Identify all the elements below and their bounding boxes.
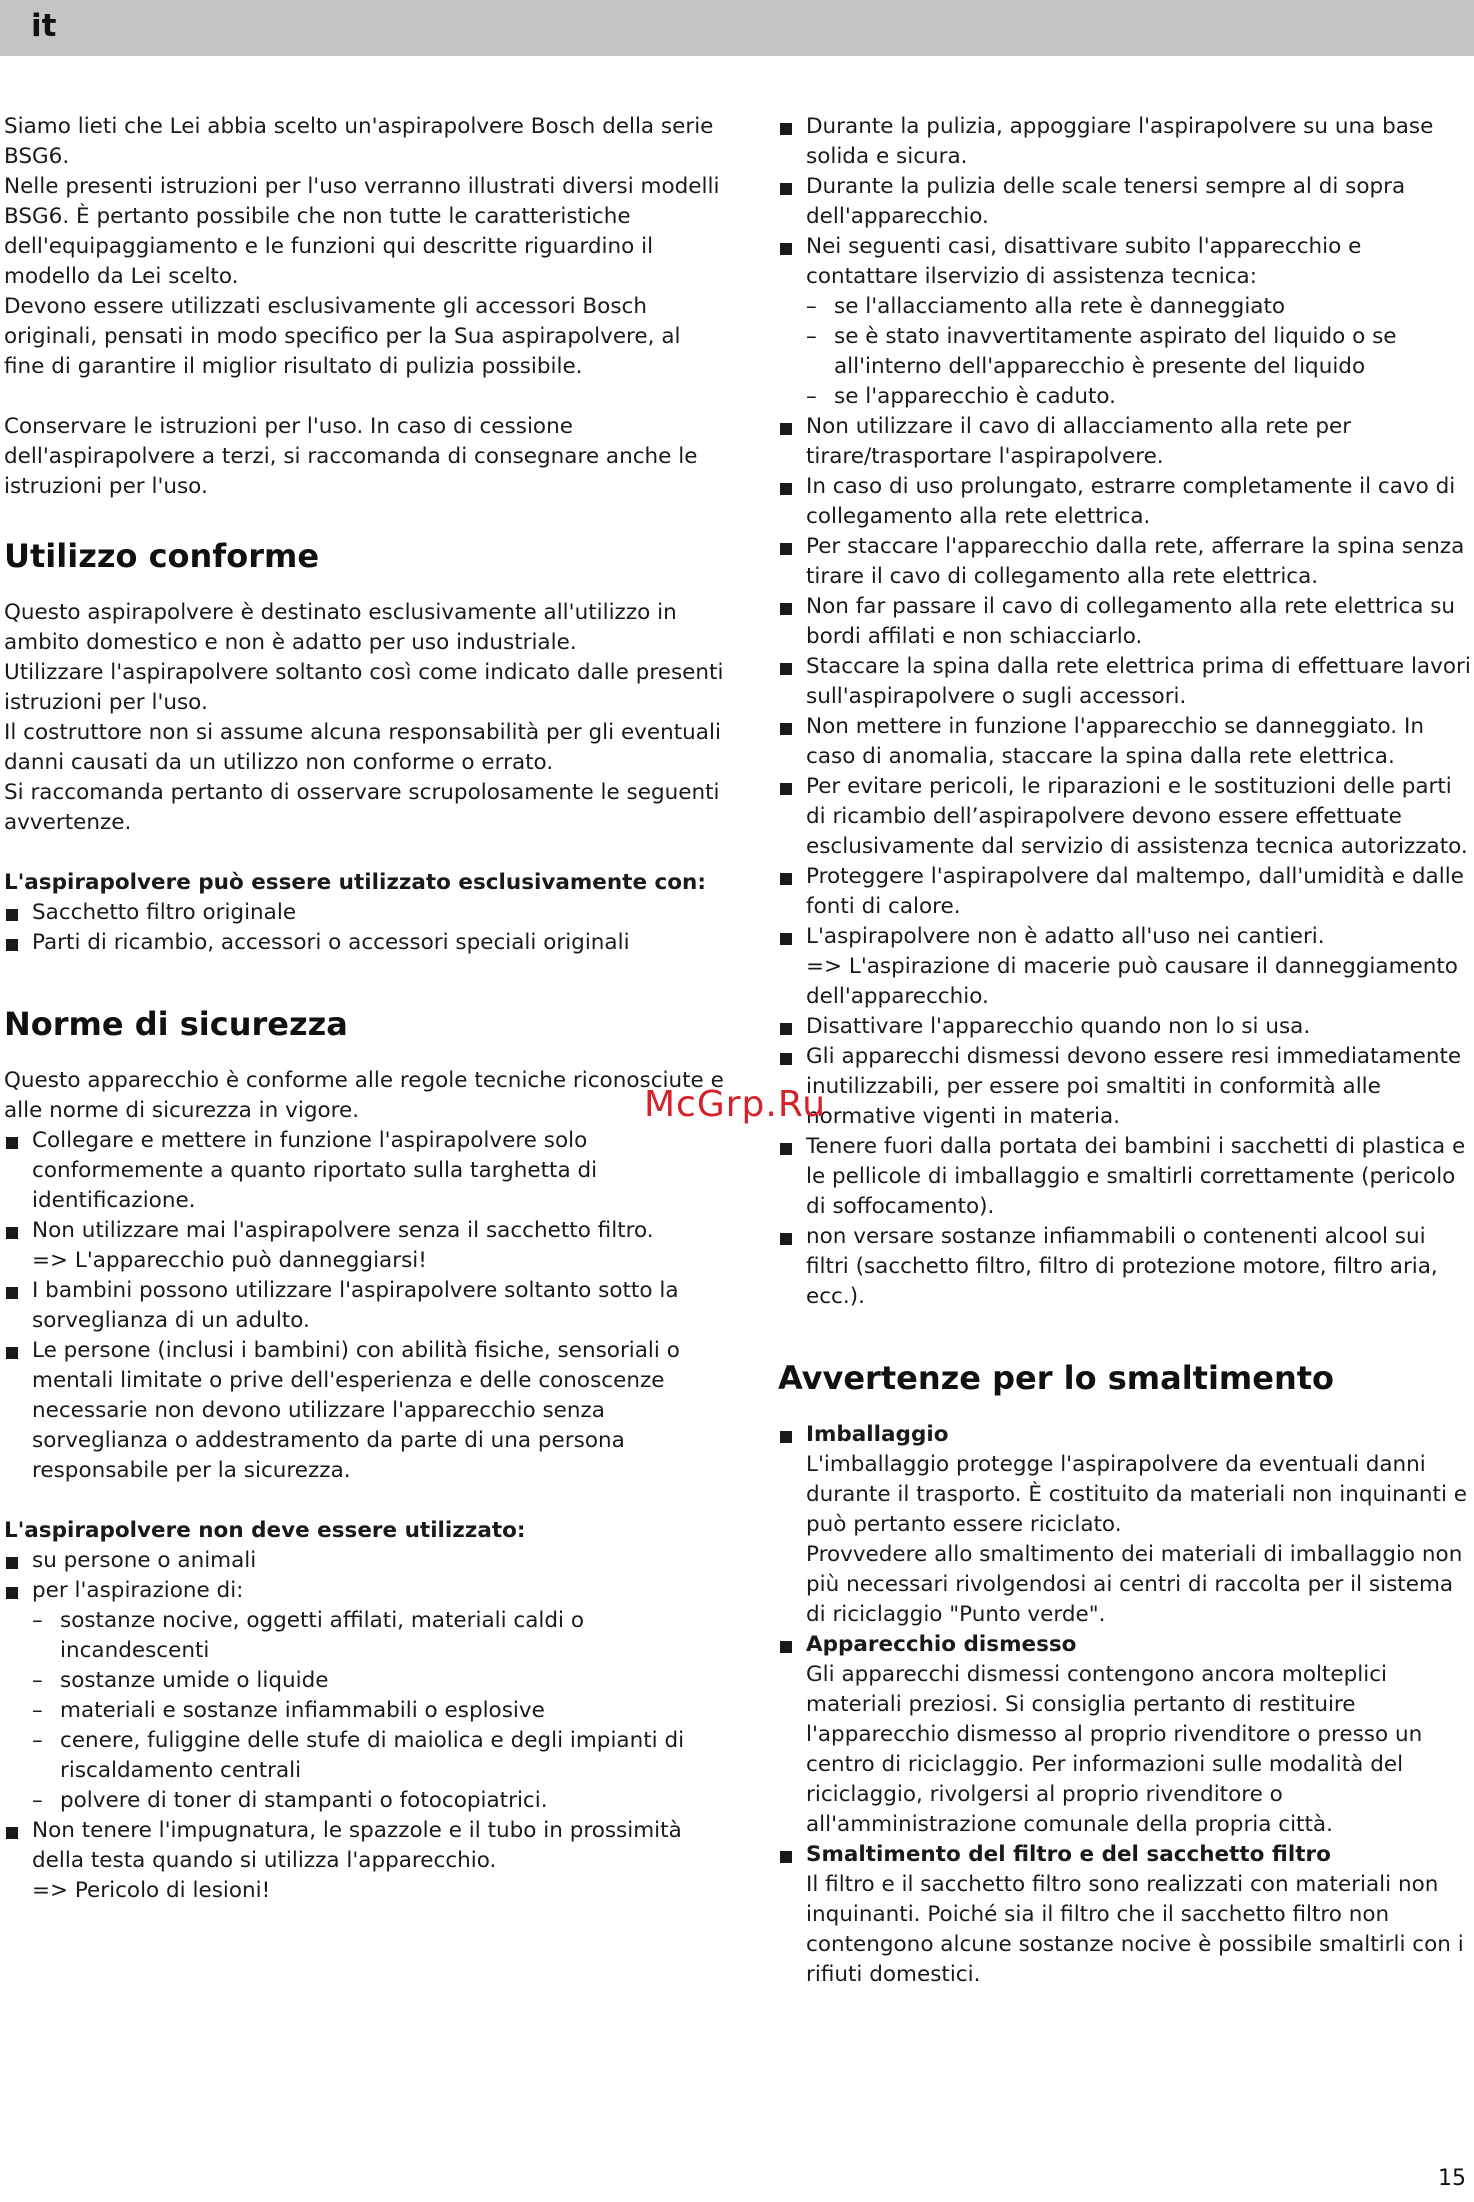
paragraph: Si raccomanda pertanto di osservare scrupolosamente le seguenti avvertenze. bbox=[4, 780, 720, 835]
intro-paragraph: Nelle presenti istruzioni per l'uso verranno illustrati diversi modelli BSG6. È pertanto possibile che non tutte le caratteristiche dell'equipaggiamento e le funzioni qui descritte riguardino il modello da Lei scelto. bbox=[4, 174, 720, 289]
conserve-paragraph: Conservare le istruzioni per l'uso. In caso di cessione dell'aspirapolvere a terzi, si raccomanda di consegnare anche le istruzioni per l'uso. bbox=[4, 414, 698, 499]
list-item: non versare sostanze infiammabili o contenenti alcool sui filtri (sacchetto filtro, filtro di protezione motore, filtro aria, ecc.). bbox=[778, 1222, 1472, 1312]
list-item-title: Imballaggio bbox=[806, 1422, 949, 1447]
list-item-note: => Pericolo di lesioni! bbox=[32, 1878, 271, 1903]
watermark: McGrp.Ru bbox=[644, 1084, 827, 1125]
list-item bbox=[778, 922, 1472, 1012]
list-item-title: Smaltimento del filtro e del sacchetto filtro bbox=[806, 1842, 1331, 1867]
list-item-note: => L'aspirazione di macerie può causare il danneggiamento dell'apparecchio. bbox=[806, 954, 1458, 1009]
right-column bbox=[778, 112, 1472, 1990]
paragraph: Questo aspirapolvere è destinato esclusivamente all'utilizzo in ambito domestico e non è adatto per uso industriale. bbox=[4, 600, 677, 655]
list-item bbox=[4, 1216, 724, 1276]
dash-item: – polvere di toner di stampanti o fotocopiatrici. bbox=[32, 1786, 724, 1816]
list-item: Tenere fuori dalla portata dei bambini i sacchetti di plastica e le pellicole di imballaggio e smaltirli correttamente (pericolo di soffocamento). bbox=[778, 1132, 1472, 1222]
list-item: Non mettere in funzione l'apparecchio se danneggiato. In caso di anomalia, staccare la spina dalla rete elettrica. bbox=[778, 712, 1472, 772]
section-title-norme: Norme di sicurezza bbox=[4, 1005, 348, 1043]
paragraph: Questo apparecchio è conforme alle regole tecniche riconosciute e alle norme di sicurezza in vigore. bbox=[4, 1068, 724, 1123]
list-item bbox=[778, 1420, 1472, 1630]
dash-list bbox=[32, 1606, 724, 1816]
list-item: Disattivare l'apparecchio quando non lo si usa. bbox=[778, 1012, 1472, 1042]
dash-item: – se è stato inavvertitamente aspirato del liquido o se all'interno dell'apparecchio è presente del liquido bbox=[806, 322, 1472, 382]
section-title-utilizzo: Utilizzo conforme bbox=[4, 537, 320, 575]
list-item bbox=[778, 1630, 1472, 1840]
list-item-text: Nei seguenti casi, disattivare subito l'apparecchio e contattare ilservizio di assistenza tecnica: bbox=[806, 234, 1362, 289]
intro-paragraph: Devono essere utilizzati esclusivamente gli accessori Bosch originali, pensati in modo specifico per la Sua aspirapolvere, al fine di garantire il miglior risultato di pulizia possibile. bbox=[4, 294, 681, 379]
list-item: In caso di uso prolungato, estrarre completamente il cavo di collegamento alla rete elettrica. bbox=[778, 472, 1472, 532]
list-item: Non utilizzare il cavo di allacciamento alla rete per tirare/trasportare l'aspirapolvere. bbox=[778, 412, 1472, 472]
language-code: it bbox=[31, 8, 57, 44]
subheading: L'aspirapolvere può essere utilizzato esclusivamente con: bbox=[4, 870, 706, 895]
list-item: Durante la pulizia delle scale tenersi sempre al di sopra dell'apparecchio. bbox=[778, 172, 1472, 232]
list-item-title: Apparecchio dismesso bbox=[806, 1632, 1077, 1657]
list-item bbox=[4, 1816, 724, 1906]
intro-paragraph: Siamo lieti che Lei abbia scelto un'aspirapolvere Bosch della serie BSG6. bbox=[4, 114, 714, 169]
bullet-list bbox=[4, 898, 724, 958]
dash-item: – sostanze nocive, oggetti affilati, materiali caldi o incandescenti bbox=[32, 1606, 724, 1666]
list-item bbox=[4, 1576, 724, 1816]
bullet-list bbox=[778, 112, 1472, 1312]
list-item: Parti di ricambio, accessori o accessori speciali originali bbox=[4, 928, 724, 958]
section-title-smaltimento: Avvertenze per lo smaltimento bbox=[778, 1359, 1335, 1397]
list-item-text: Non utilizzare mai l'aspirapolvere senza il sacchetto filtro. bbox=[32, 1218, 654, 1243]
page-number: 15 bbox=[1438, 2166, 1466, 2191]
subheading: L'aspirapolvere non deve essere utilizzato: bbox=[4, 1518, 526, 1543]
dash-item: – se l'allacciamento alla rete è danneggiato bbox=[806, 292, 1472, 322]
paragraph: Provvedere allo smaltimento dei materiali di imballaggio non più necessari rivolgendosi ai centri di raccolta per il sistema di riciclaggio "Punto verde". bbox=[806, 1542, 1463, 1627]
list-item-text: L'aspirapolvere non è adatto all'uso nei cantieri. bbox=[806, 924, 1325, 949]
list-item: Proteggere l'aspirapolvere dal maltempo, dall'umidità e dalle fonti di calore. bbox=[778, 862, 1472, 922]
paragraph: Utilizzare l'aspirapolvere soltanto così come indicato dalle presenti istruzioni per l'uso. bbox=[4, 660, 724, 715]
dash-item: – cenere, fuliggine delle stufe di maiolica e degli impianti di riscaldamento centrali bbox=[32, 1726, 724, 1786]
list-item: Non far passare il cavo di collegamento alla rete elettrica su bordi affilati e non schiacciarlo. bbox=[778, 592, 1472, 652]
list-item: Per evitare pericoli, le riparazioni e le sostituzioni delle parti di ricambio dell’aspirapolvere devono essere effettuate esclusivamente dal servizio di assistenza tecnica autorizzato. bbox=[778, 772, 1472, 862]
list-item-note: => L'apparecchio può danneggiarsi! bbox=[32, 1248, 427, 1273]
list-item: Gli apparecchi dismessi devono essere resi immediatamente inutilizzabili, per essere poi smaltiti in conformità alle normative vigenti in materia. bbox=[778, 1042, 1472, 1132]
dash-item: – sostanze umide o liquide bbox=[32, 1666, 724, 1696]
dash-item: – materiali e sostanze infiammabili o esplosive bbox=[32, 1696, 724, 1726]
bullet-list bbox=[4, 1546, 724, 1906]
list-item: Durante la pulizia, appoggiare l'aspirapolvere su una base solida e sicura. bbox=[778, 112, 1472, 172]
paragraph: Il costruttore non si assume alcuna responsabilità per gli eventuali danni causati da un utilizzo non conforme o errato. bbox=[4, 720, 721, 775]
list-item: Per staccare l'apparecchio dalla rete, afferrare la spina senza tirare il cavo di collegamento alla rete elettrica. bbox=[778, 532, 1472, 592]
header-bar bbox=[0, 0, 1474, 56]
list-item-text: Le persone (inclusi i bambini) con abilità fisiche, sensoriali o mentali limitate o prive dell'esperienza e delle conoscenze necessarie non devono utilizzare l'apparecchio senza sorveglianza o addestramento da parte di una persona responsabile per la sicurezza. bbox=[32, 1338, 680, 1483]
list-item-text: Non tenere l'impugnatura, le spazzole e il tubo in prossimità della testa quando si utilizza l'apparecchio. bbox=[32, 1818, 682, 1873]
list-item bbox=[778, 232, 1472, 412]
list-item bbox=[4, 1276, 724, 1336]
dash-item: – se l'apparecchio è caduto. bbox=[806, 382, 1472, 412]
list-item-text: per l'aspirazione di: bbox=[32, 1578, 244, 1603]
paragraph: Il filtro e il sacchetto filtro sono realizzati con materiali non inquinanti. Poiché sia il filtro che il sacchetto filtro non contengono alcune sostanze nocive è possibile smaltirli con i rifiuti domestici. bbox=[806, 1872, 1464, 1987]
list-item bbox=[4, 1336, 724, 1486]
list-item: Staccare la spina dalla rete elettrica prima di effettuare lavori sull'aspirapolvere o sugli accessori. bbox=[778, 652, 1472, 712]
list-item: Sacchetto filtro originale bbox=[4, 898, 724, 928]
disposal-list bbox=[778, 1420, 1472, 1990]
bullet-list bbox=[4, 1126, 724, 1486]
list-item: su persone o animali bbox=[4, 1546, 724, 1576]
list-item-text: I bambini possono utilizzare l'aspirapolvere soltanto sotto la sorveglianza di un adulto. bbox=[32, 1278, 679, 1333]
left-column bbox=[4, 112, 724, 1906]
list-item bbox=[778, 1840, 1472, 1990]
list-item-text: Collegare e mettere in funzione l'aspirapolvere solo conformemente a quanto riportato sulla targhetta di identificazione. bbox=[32, 1128, 598, 1213]
paragraph: L'imballaggio protegge l'aspirapolvere da eventuali danni durante il trasporto. È costituito da materiali non inquinanti e può pertanto essere riciclato. bbox=[806, 1452, 1467, 1537]
list-item bbox=[4, 1126, 724, 1216]
paragraph: Gli apparecchi dismessi contengono ancora molteplici materiali preziosi. Si consiglia pertanto di restituire l'apparecchio dismesso al proprio rivenditore o presso un centro di riciclaggio. Per informazioni sulle modalità del riciclaggio, rivolgersi al proprio rivenditore o all'amministrazione comunale della propria città. bbox=[806, 1662, 1423, 1837]
dash-list bbox=[806, 292, 1472, 412]
